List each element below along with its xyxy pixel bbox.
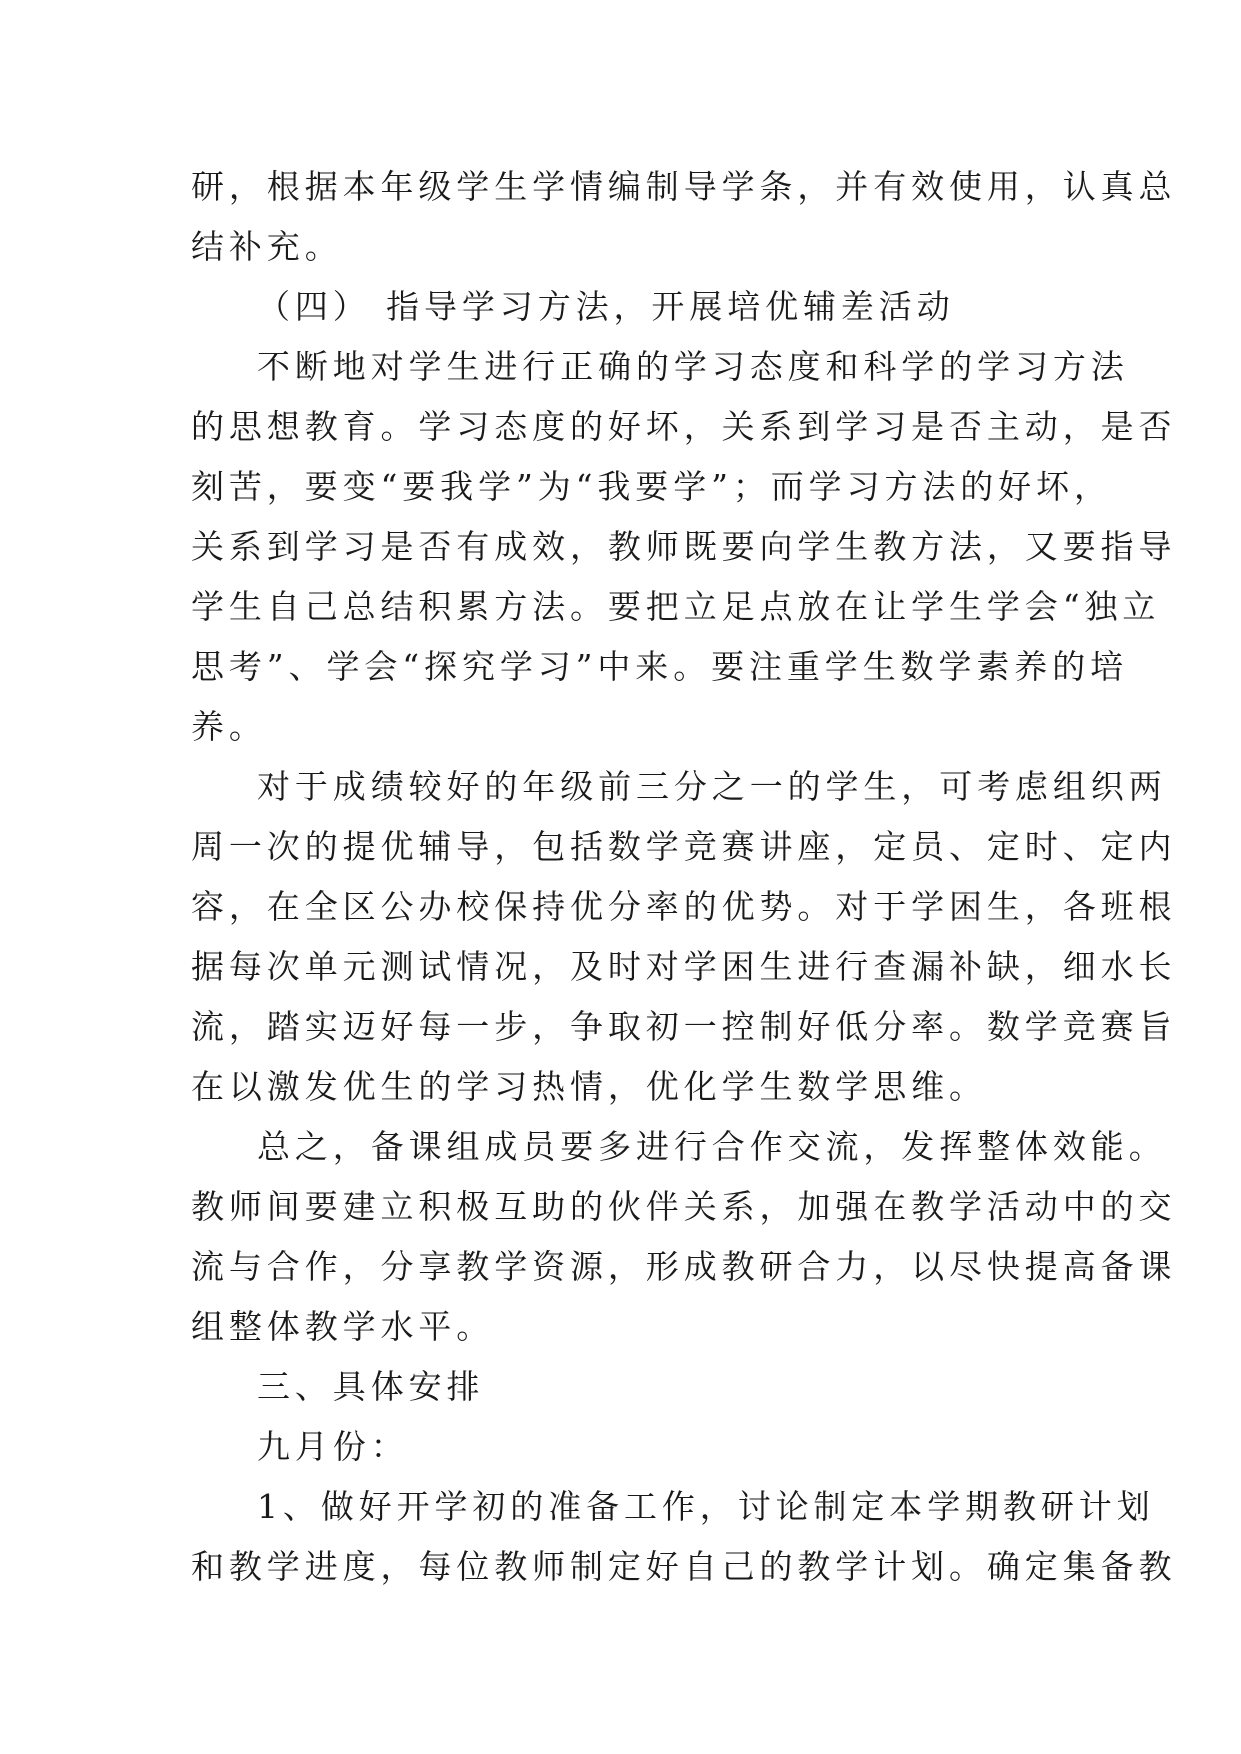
text-line: 的思想教育。学习态度的好坏，关系到学习是否主动，是否 — [191, 407, 1177, 446]
text-line: 在以激发优生的学习热情，优化学生数学思维。 — [191, 1067, 987, 1106]
text-line: 养。 — [191, 707, 267, 746]
text-line: 1、做好开学初的准备工作，讨论制定本学期教研计划 — [257, 1487, 1155, 1526]
text-line: 结补充。 — [191, 227, 343, 266]
section-heading: 三、具体安排 — [257, 1367, 485, 1406]
text-line: 对于成绩较好的年级前三分之一的学生，可考虑组织两 — [257, 767, 1167, 806]
text-line: 学生自己总结积累方法。要把立足点放在让学生学会“独立 — [191, 587, 1161, 626]
text-line: 总之，备课组成员要多进行合作交流，发挥整体效能。 — [257, 1127, 1167, 1166]
text-line: 容，在全区公办校保持优分率的优势。对于学困生，各班根 — [191, 887, 1177, 926]
text-line: 刻苦，要变“要我学”为“我要学”；而学习方法的好坏， — [191, 467, 1112, 506]
text-line: 关系到学习是否有成效，教师既要向学生教方法，又要指导 — [191, 527, 1177, 566]
text-line: 和教学进度，每位教师制定好自己的教学计划。确定集备教 — [191, 1547, 1177, 1586]
text-line: 据每次单元测试情况，及时对学困生进行查漏补缺，细水长 — [191, 947, 1177, 986]
section-heading: （四） 指导学习方法，开展培优辅差活动 — [257, 287, 955, 326]
text-line: 研，根据本年级学生学情编制导学条，并有效使用，认真总 — [191, 167, 1177, 206]
text-line: 思考”、学会“探究学习”中来。要注重学生数学素养的培 — [191, 647, 1129, 686]
text-line: 不断地对学生进行正确的学习态度和科学的学习方法 — [257, 347, 1129, 386]
text-line: 组整体教学水平。 — [191, 1307, 495, 1346]
text-line: 流与合作，分享教学资源，形成教研合力，以尽快提高备课 — [191, 1247, 1177, 1286]
subsection-heading: 九月份： — [257, 1427, 409, 1466]
text-line: 教师间要建立积极互助的伙伴关系，加强在教学活动中的交 — [191, 1187, 1177, 1226]
text-line: 流，踏实迈好每一步，争取初一控制好低分率。数学竞赛旨 — [191, 1007, 1177, 1046]
document-body — [191, 157, 1177, 1597]
text-line: 周一次的提优辅导，包括数学竞赛讲座，定员、定时、定内 — [191, 827, 1177, 866]
